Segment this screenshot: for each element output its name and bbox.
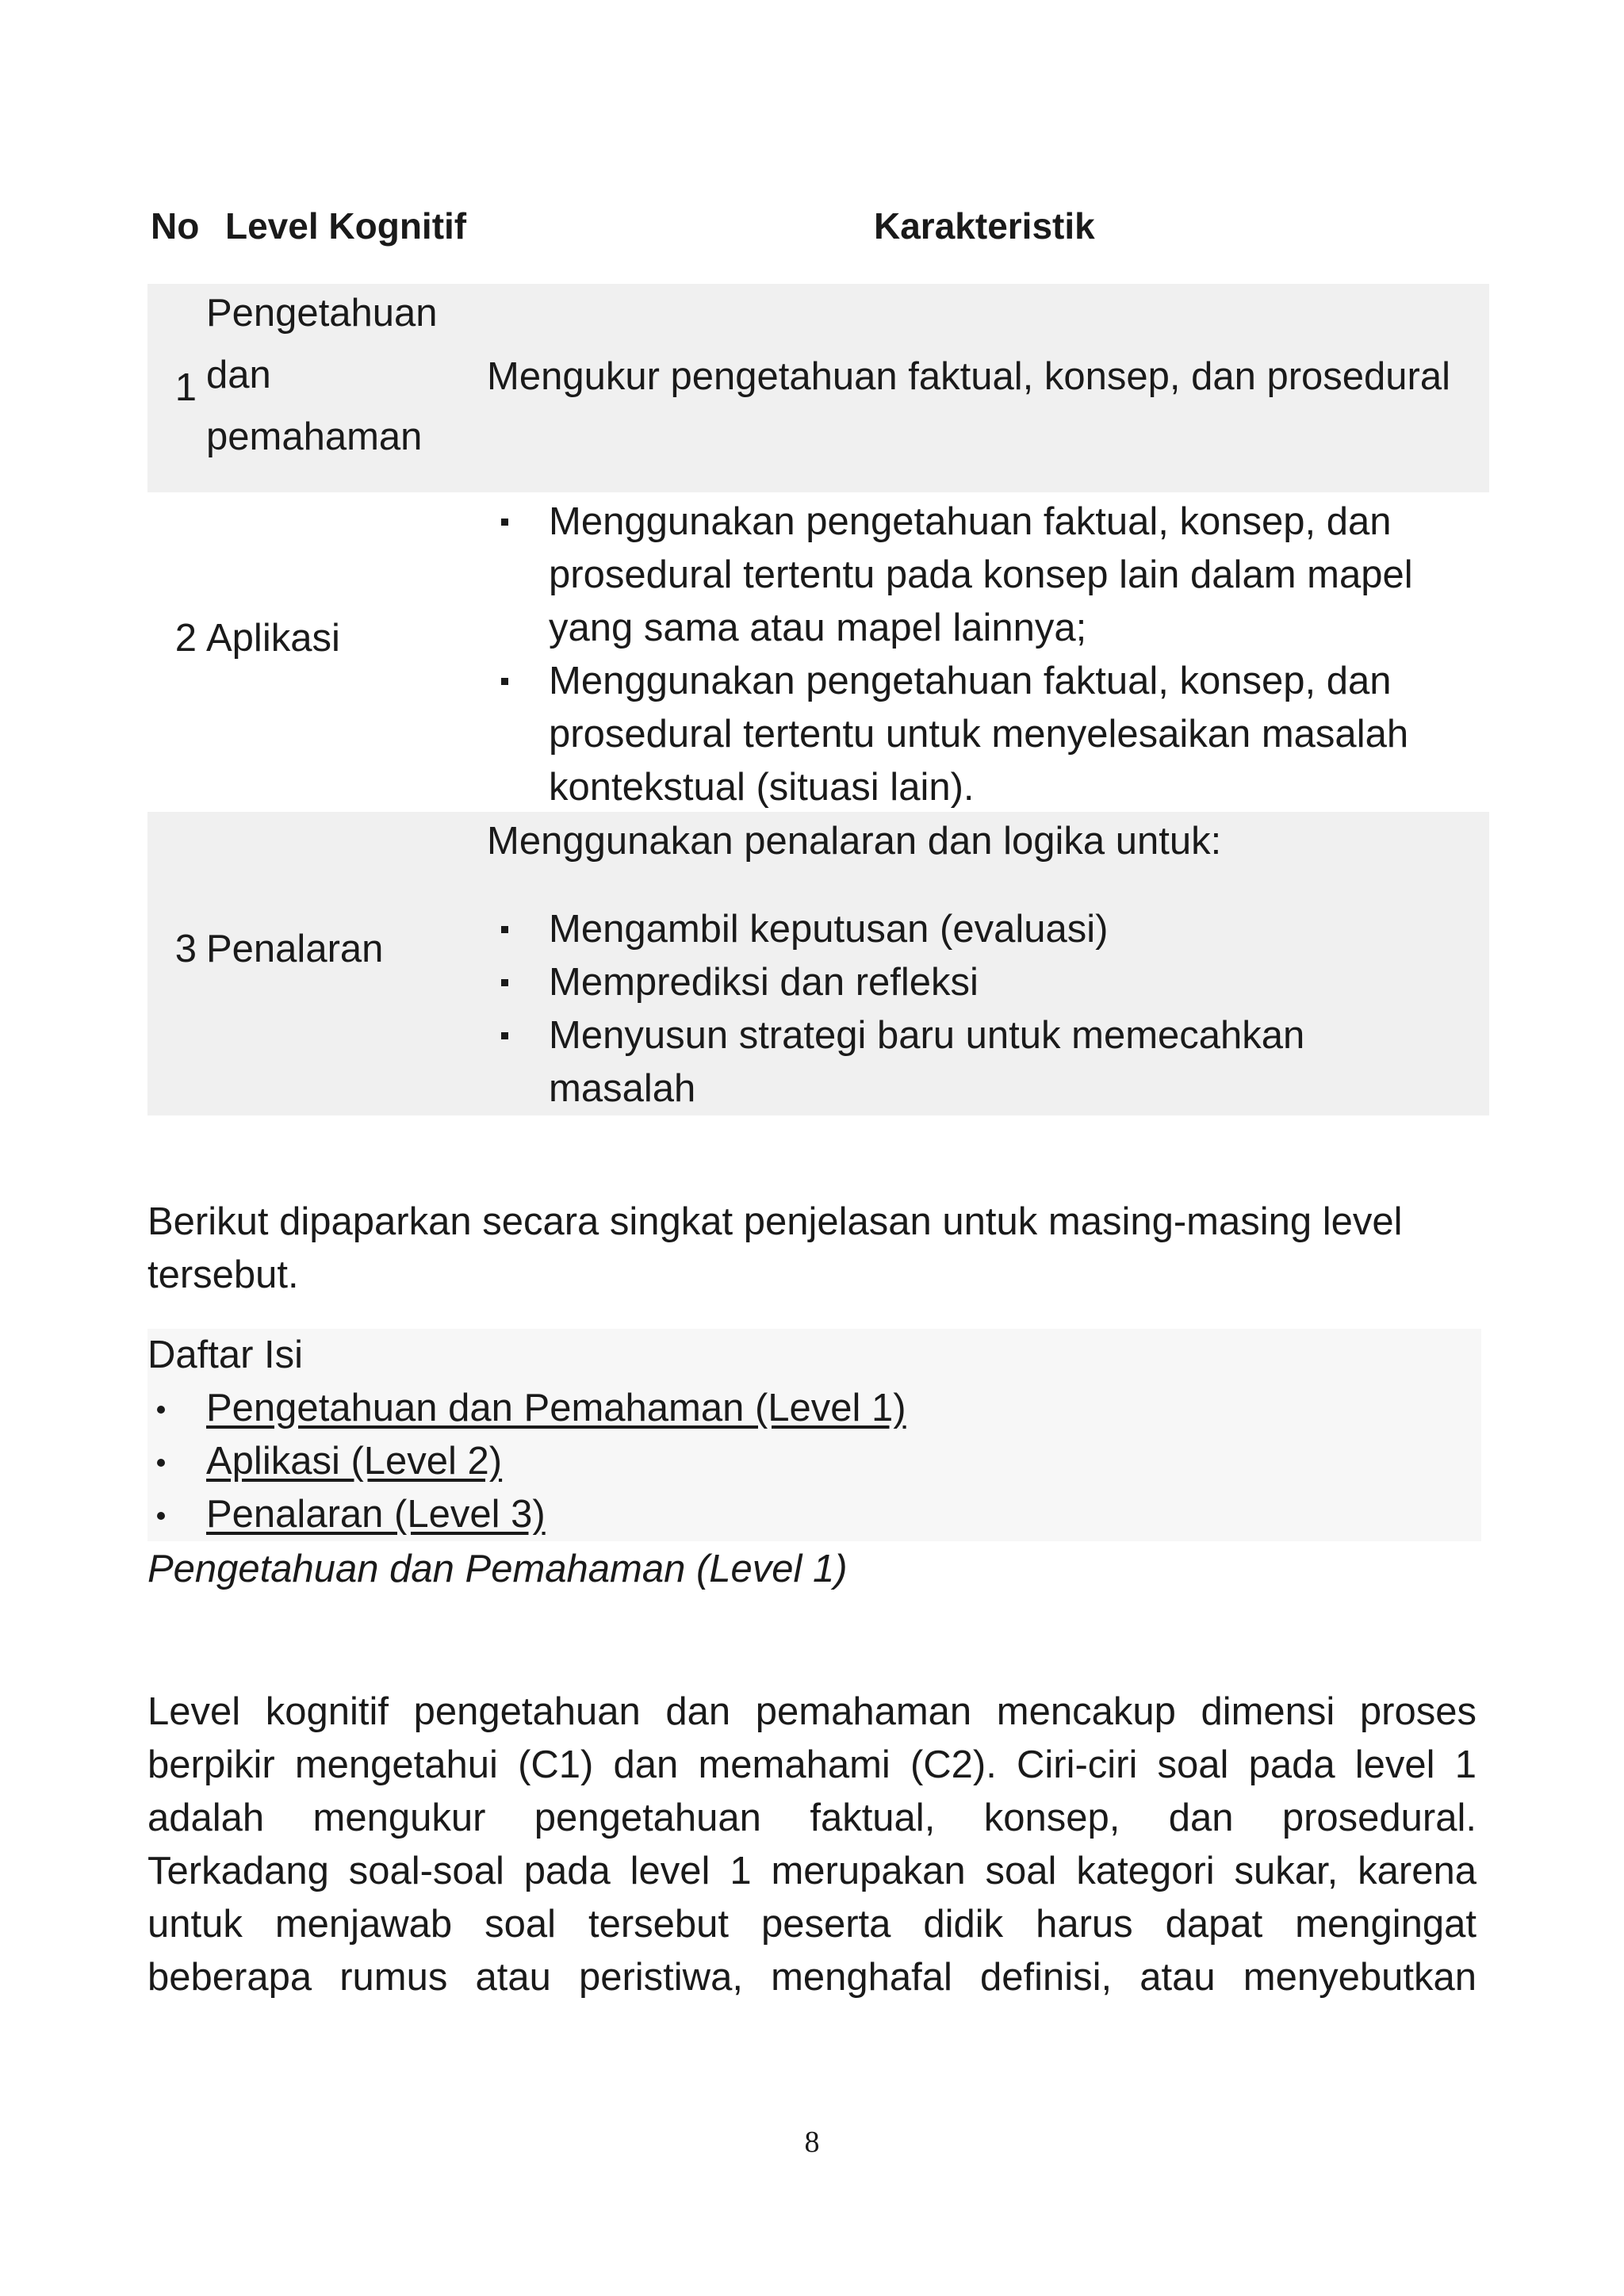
toc-link-level-3[interactable]: Penalaran (Level 3) <box>206 1493 546 1536</box>
row-2-bullet-list <box>487 496 1488 814</box>
square-bullet-icon <box>501 678 508 685</box>
toc-item <box>147 1435 906 1488</box>
header-level-kognitif: Level Kognitif <box>225 205 467 247</box>
square-bullet-icon <box>501 1032 508 1039</box>
square-bullet-icon <box>501 519 508 526</box>
paragraph-line: Terkadang soal-soal pada level 1 merupakan soal kategori sukar, karena <box>147 1850 1477 1892</box>
row-2-level: Aplikasi <box>206 617 340 660</box>
row-3-bullet-list <box>487 903 1488 1115</box>
list-item: Menggunakan pengetahuan faktual, konsep, dan prosedural tertentu pada konsep lain dalam mapel yang sama atau mapel lainnya; <box>487 496 1488 655</box>
header-no: No <box>151 205 200 247</box>
row-3-intro: Menggunakan penalaran dan logika untuk: <box>487 820 1222 863</box>
header-karakteristik: Karakteristik <box>874 205 1095 247</box>
row-3-number: 3 <box>174 928 197 970</box>
list-item: Mengambil keputusan (evaluasi) <box>487 903 1488 956</box>
toc-item <box>147 1488 906 1541</box>
row-1-level-line: pemahaman <box>206 415 423 458</box>
toc-title: Daftar Isi <box>147 1334 304 1376</box>
paragraph-line: adalah mengukur pengetahuan faktual, konsep, dan prosedural. <box>147 1797 1477 1839</box>
square-bullet-icon <box>501 926 508 933</box>
intro-paragraph <box>147 1196 1478 1302</box>
paragraph-line: Berikut dipaparkan secara singkat penjelasan untuk masing-masing level <box>147 1200 1403 1243</box>
toc-item <box>147 1382 906 1435</box>
bullet-dot-icon <box>157 1459 165 1467</box>
list-item: Memprediksi dan refleksi <box>487 956 1488 1009</box>
paragraph-line: untuk menjawab soal tersebut peserta didik harus dapat mengingat <box>147 1903 1477 1946</box>
square-bullet-icon <box>501 979 508 986</box>
list-item: Menyusun strategi baru untuk memecahkan masalah <box>487 1009 1488 1115</box>
paragraph-line: Level kognitif pengetahuan dan pemahaman mencakup dimensi proses <box>147 1690 1477 1733</box>
paragraph-line: tersebut. <box>147 1253 299 1296</box>
toc-link-level-1[interactable]: Pengetahuan dan Pemahaman (Level 1) <box>206 1387 906 1429</box>
row-1-level <box>206 282 468 468</box>
row-1-level-line: dan <box>206 354 271 396</box>
row-2-number: 2 <box>174 617 197 660</box>
list-item: Menggunakan pengetahuan faktual, konsep, dan prosedural tertentu untuk menyelesaikan masalah kontekstual (situasi lain). <box>487 655 1488 814</box>
toc-link-level-2[interactable]: Aplikasi (Level 2) <box>206 1440 503 1483</box>
paragraph-line: berpikir mengetahui (C1) dan memahami (C2). Ciri-ciri soal pada level 1 <box>147 1743 1477 1786</box>
row-3-level: Penalaran <box>206 928 384 970</box>
body-paragraph <box>147 1686 1477 2004</box>
row-1-description: Mengukur pengetahuan faktual, konsep, dan prosedural <box>487 355 1450 398</box>
paragraph-line: beberapa rumus atau peristiwa, menghafal definisi, atau menyebutkan <box>147 1956 1477 1999</box>
bullet-dot-icon <box>157 1512 165 1520</box>
row-1-level-line: Pengetahuan <box>206 292 438 335</box>
page-number: 8 <box>804 2126 820 2159</box>
bullet-dot-icon <box>157 1406 165 1414</box>
toc-list <box>147 1382 906 1541</box>
section-heading: Pengetahuan dan Pemahaman (Level 1) <box>147 1548 848 1590</box>
row-1-number: 1 <box>174 366 197 409</box>
